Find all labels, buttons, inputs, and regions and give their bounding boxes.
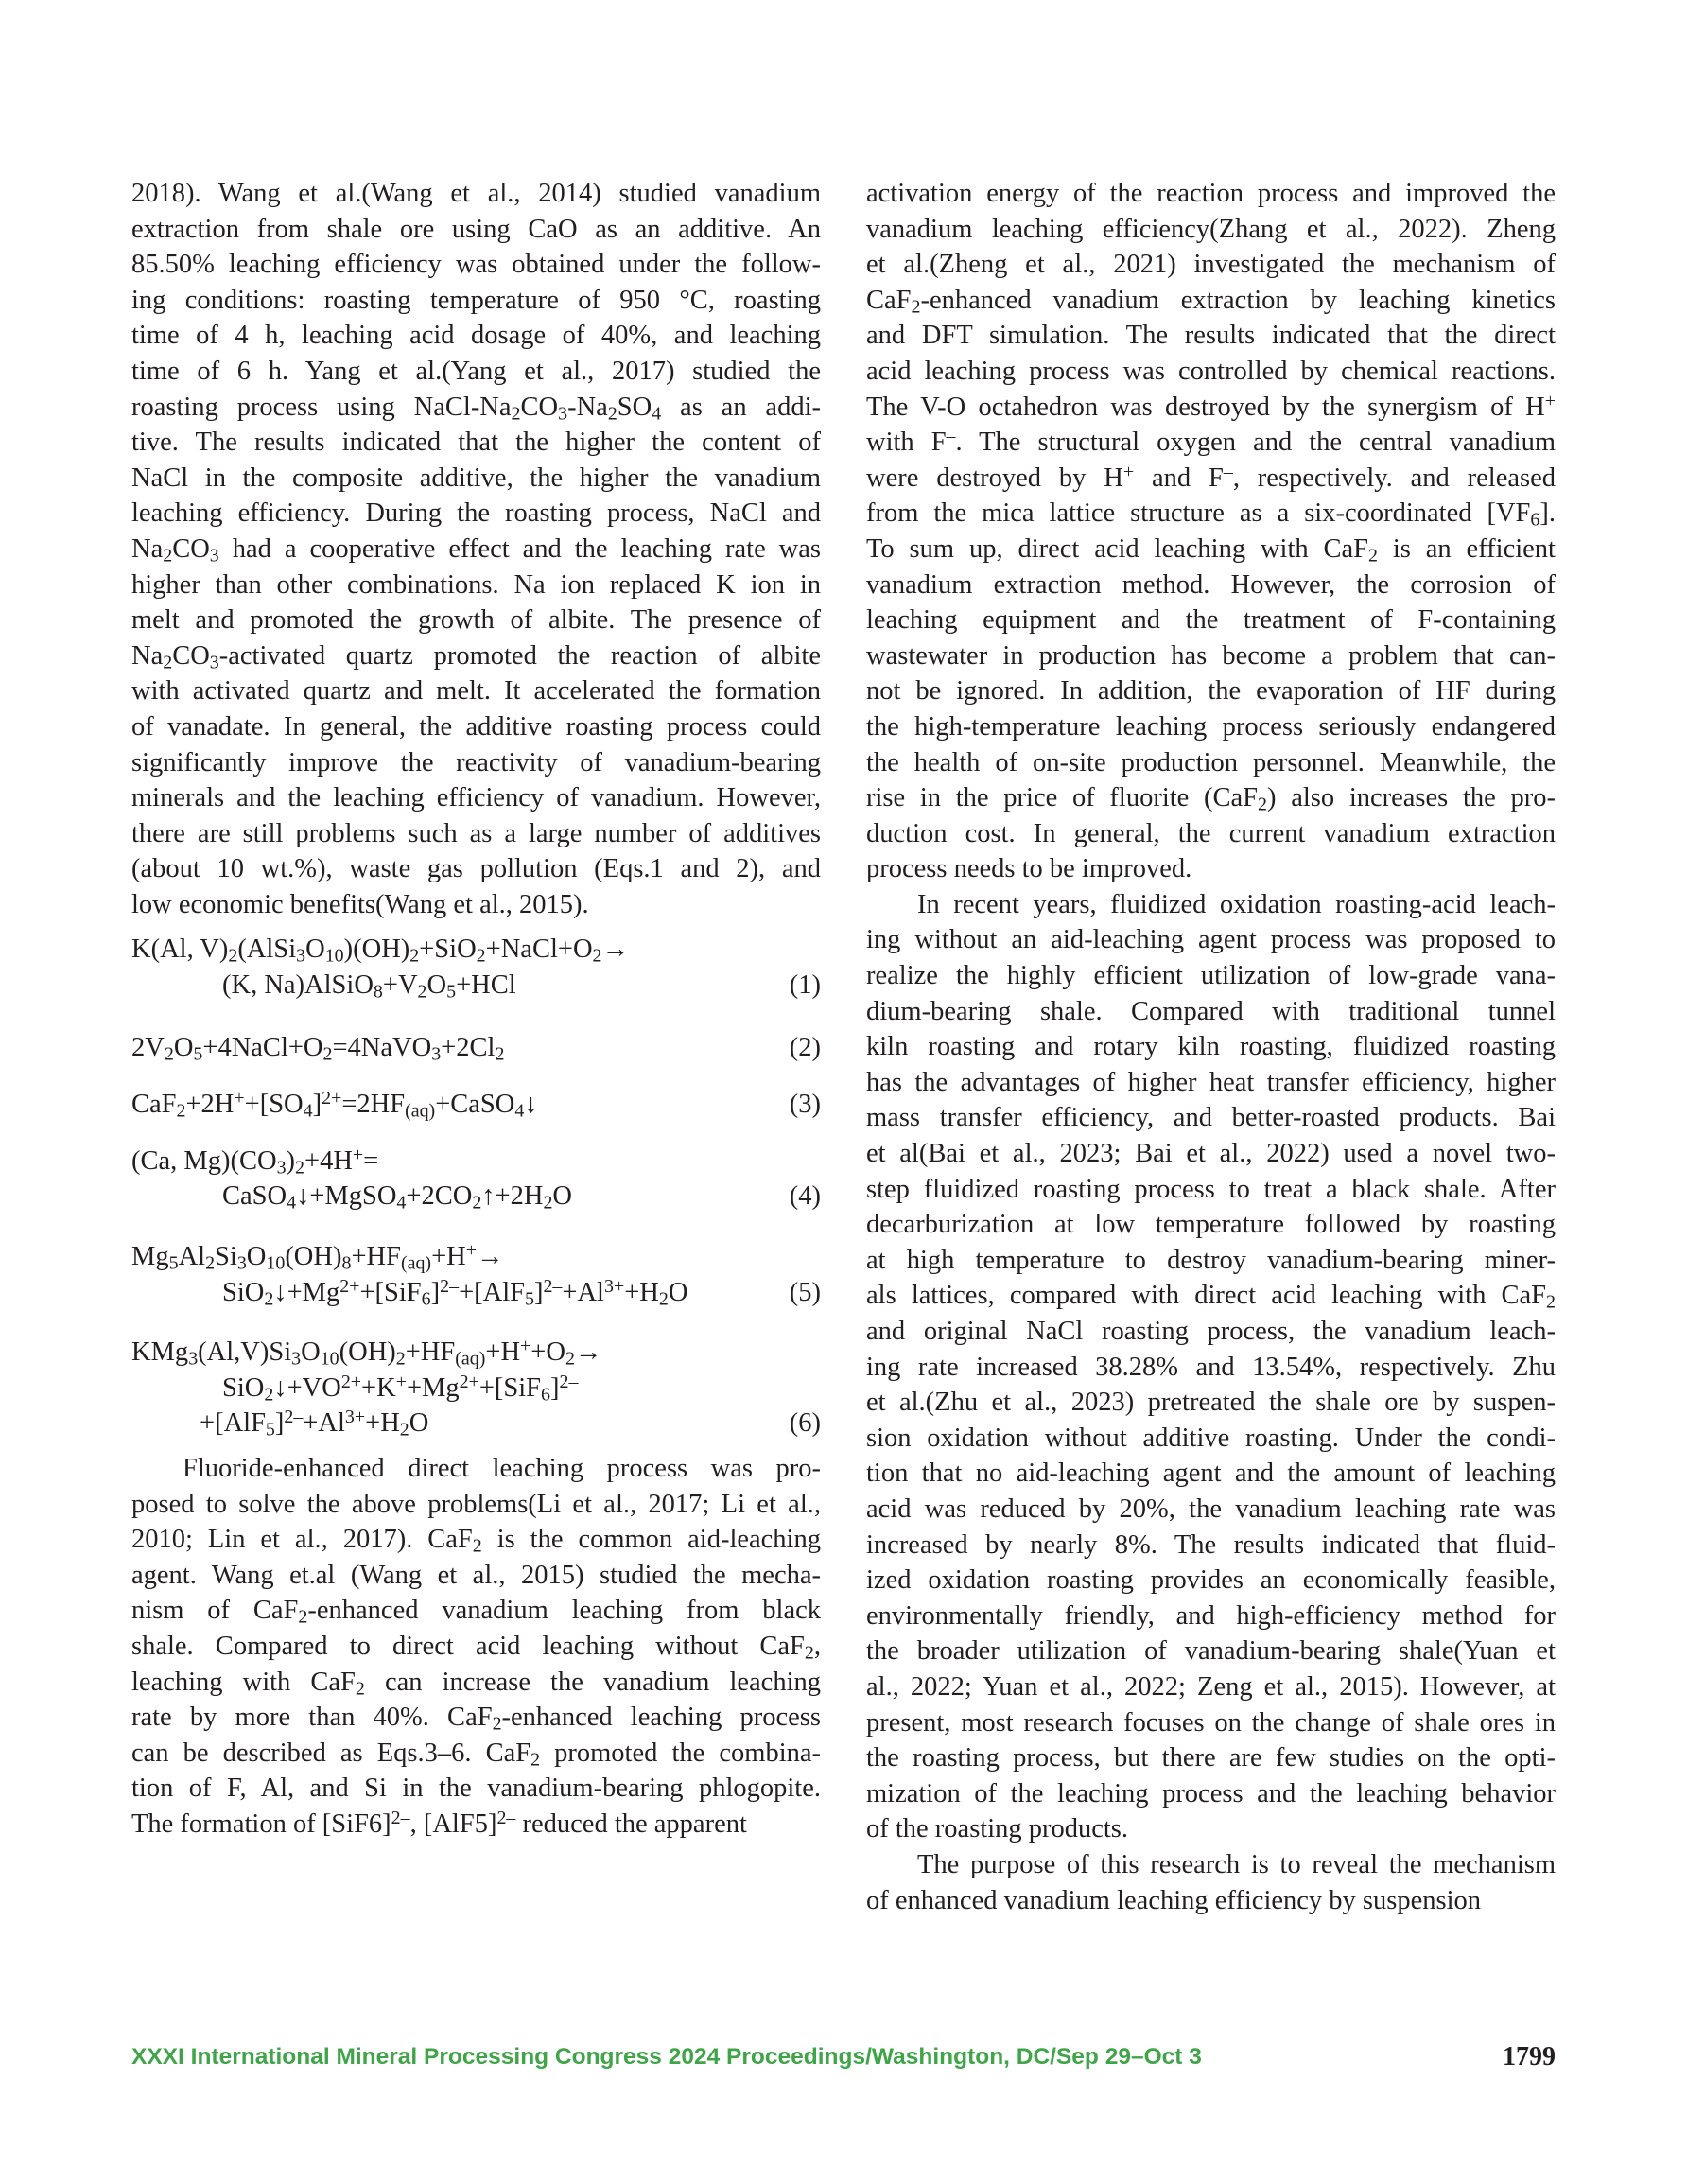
text-line: tion of F, Al, and Si in the vanadium-bearing phlogopite. [131, 1773, 821, 1804]
text-line: time of 6 h. Yang et al.(Yang et al., 2017) studied the [131, 356, 821, 386]
text-line: nism of CaF$_2$-enhanced vanadium leaching from black [131, 1596, 821, 1628]
text-line: CaF$_2$-enhanced vanadium extraction by leaching kinetics [866, 285, 1556, 318]
text-line: leaching efficiency. During the roasting process, NaCl and [131, 498, 821, 529]
text-line: To sum up, direct acid leaching with CaF$_2$ is an efficient [866, 533, 1556, 567]
text-line: shale. Compared to direct acid leaching without CaF$_2$, [131, 1631, 821, 1664]
equation-number: (6) [789, 1408, 821, 1439]
right-paragraph-3 [866, 1847, 1556, 1918]
text-line: al., 2022; Yuan et al., 2022; Zeng et al., 2015). However, at [866, 1671, 1556, 1702]
left-column [131, 176, 821, 1843]
right-paragraph-1 [866, 176, 1556, 887]
text-line: of the roasting products. [866, 1814, 1129, 1844]
text-line: The formation of $[SiF6]^{2-}$, $[AlF5]^{2-}$ reduced the apparent [131, 1807, 747, 1839]
equation-line: $SiO_2↓+Mg^{2+}+[SiF_6]^{2-}+[AlF_5]^{2-}+Al^{3+}+H_2O$ [222, 1275, 688, 1309]
right-column [866, 176, 1556, 1918]
text-line: not be ignored. In addition, the evaporation of HF during [866, 676, 1556, 707]
text-line: rise in the price of fluorite (CaF$_2$) also increases the pro- [866, 783, 1556, 815]
equation-line: $Mg_5Al_2Si_3O_{10}(OH)_8+HF_{(aq)}+H^+\to$ [131, 1240, 504, 1274]
text-line: environmentally friendly, and high-efficiency method for [866, 1600, 1556, 1631]
equation-4 [131, 1144, 821, 1214]
text-line: significantly improve the reactivity of vanadium-bearing [131, 747, 821, 778]
text-line: The purpose of this research is to reveal the mechanism [917, 1849, 1556, 1879]
text-line: vanadium extraction method. However, the corrosion of [866, 569, 1556, 600]
text-line: with F–. The structural oxygen and the central vanadium [866, 426, 1556, 458]
left-paragraph-2 [131, 1451, 821, 1843]
text-line: ized oxidation roasting provides an economically feasible, [866, 1565, 1556, 1596]
equation-line: $SiO_2↓+VO^{2+}+K^++Mg^{2+}+[SiF_6]^{2-}$ [222, 1371, 579, 1406]
text-line: In recent years, fluidized oxidation roasting-acid leach- [917, 889, 1556, 919]
equation-line: $2V_2O_5+4NaCl+O_2=4NaVO_3+2Cl_2$ [131, 1032, 505, 1065]
text-line: roasting process using NaCl-$Na_2CO_3-Na_2SO_4$ as an addi- [131, 392, 821, 424]
equation-3 [131, 1087, 821, 1123]
text-line: NaCl in the composite additive, the higher the vanadium [131, 463, 821, 493]
text-line: increased by nearly 8%. The results indicated that fluid- [866, 1529, 1556, 1560]
text-line: vanadium leaching efficiency(Zhang et al., 2022). Zheng [866, 214, 1556, 244]
text-line: tive. The results indicated that the higher the content of [131, 428, 821, 458]
page-number: 1799 [1503, 2042, 1556, 2071]
text-line: The V-O octahedron was destroyed by the synergism of H+ [866, 390, 1556, 422]
text-line: ing without an aid-leaching agent process was proposed to [866, 925, 1556, 955]
text-line: and original NaCl roasting process, the vanadium leach- [866, 1317, 1556, 1346]
text-line: activation energy of the reaction process and improved the [866, 179, 1556, 208]
text-line: rate by more than 40%. CaF$_2$-enhanced leaching process [131, 1703, 821, 1735]
text-line: 2010; Lin et al., 2017). CaF$_2$ is the common aid-leaching [131, 1525, 821, 1557]
equation-line: $+[AlF_5]^{2-}+Al^{3+}+H_2O$ [200, 1406, 429, 1441]
text-line: the high-temperature leaching process seriously endangered [866, 711, 1556, 742]
text-line: mization of the leaching process and the leaching behavior [866, 1778, 1556, 1808]
equation-line: (Ca, $Mg)(CO_3)_2+4H^+=$ [131, 1144, 379, 1179]
text-line: the roasting process, but there are few studies on the opti- [866, 1743, 1556, 1773]
equation-6 [131, 1335, 821, 1441]
text-line: at high temperature to destroy vanadium-bearing miner- [866, 1245, 1556, 1275]
text-line: present, most research focuses on the change of shale ores in [866, 1707, 1556, 1738]
text-line: melt and promoted the growth of albite. The presence of [131, 605, 821, 636]
equation-number: (5) [789, 1277, 821, 1307]
text-line: (about 10 wt.%), waste gas pollution (Eqs.1 and 2), and [131, 854, 821, 884]
text-line: ing rate increased 38.28% and 13.54%, respectively. Zhu [866, 1352, 1556, 1382]
text-line: $Na_2CO_3$-activated quartz promoted the reaction of albite [131, 640, 821, 673]
equation-number: (1) [789, 970, 821, 1001]
equation-line: $KMg_3(Al,V)Si_3O_{10}(OH)_2+HF_{(aq)}+H^++O_2\to$ [131, 1336, 602, 1370]
text-line: realize the highly efficient utilization of low-grade vana- [866, 961, 1556, 991]
equation-number: (2) [789, 1032, 821, 1062]
equation-line: (K, $Na)AlSiO_8+V_2O_5+HCl$ [222, 970, 516, 1003]
equation-1 [131, 932, 821, 1003]
equation-2 [131, 1030, 821, 1066]
text-line: low economic benefits(Wang et al., 2015). [131, 889, 589, 919]
text-line: process needs to be improved. [866, 854, 1192, 884]
left-paragraph-1 [131, 176, 821, 922]
text-line: higher than other combinations. Na ion replaced K ion in [131, 569, 821, 600]
equations-block [131, 932, 821, 1441]
text-line: of vanadate. In general, the additive roasting process could [131, 711, 821, 742]
text-line: leaching with CaF$_2$ can increase the vanadium leaching [131, 1667, 821, 1699]
text-line: et al.(Zheng et al., 2021) investigated the mechanism of [866, 250, 1556, 280]
footer-conference-title: XXXI International Mineral Processing Congress 2024 Proceedings/Washington, DC/Sep 29–Oct 3 [131, 2044, 1202, 2070]
text-line: wastewater in production has become a problem that can- [866, 640, 1556, 671]
equation-5 [131, 1239, 821, 1310]
text-line: acid leaching process was controlled by chemical reactions. [866, 356, 1556, 386]
text-line: decarburization at low temperature followed by roasting [866, 1210, 1556, 1240]
text-line: were destroyed by H+ and F–, respectively. and released [866, 461, 1556, 493]
text-line: acid was reduced by 20%, the vanadium leaching rate was [866, 1494, 1556, 1524]
text-line: extraction from shale ore using CaO as an additive. An [131, 214, 821, 244]
right-paragraph-2 [866, 887, 1556, 1847]
text-line: has the advantages of higher heat transfer efficiency, higher [866, 1067, 1556, 1097]
text-line: ing conditions: roasting temperature of 950 °C, roasting [131, 285, 821, 315]
equation-line: $CaF_2+2H^++[SO_4]^{2+}=2HF_{(aq)}+CaSO_4↓$ [131, 1088, 538, 1122]
text-line: als lattices, compared with direct acid leaching with CaF$_2$ [866, 1281, 1556, 1313]
text-line: $Na_2CO_3$ had a cooperative effect and the leaching rate was [131, 533, 821, 567]
equation-line: $CaSO_4↓+MgSO_4+2CO_2↑+2H_2O$ [222, 1181, 572, 1214]
text-line: with activated quartz and melt. It accelerated the formation [131, 676, 821, 707]
text-line: minerals and the leaching efficiency of vanadium. However, [131, 783, 821, 813]
text-line: the broader utilization of vanadium-bearing shale(Yuan et [866, 1636, 1556, 1667]
text-line: agent. Wang et.al (Wang et al., 2015) studied the mecha- [131, 1560, 821, 1590]
text-line: posed to solve the above problems(Li et al., 2017; Li et al., [131, 1489, 821, 1519]
text-line: from the mica lattice structure as a six-coordinated $[VF_6]$. [866, 498, 1556, 531]
text-line: and DFT simulation. The results indicated that the direct [866, 321, 1556, 351]
text-line: et al(Bai et al., 2023; Bai et al., 2022) used a novel two- [866, 1139, 1556, 1169]
text-line: kiln roasting and rotary kiln roasting, fluidized roasting [866, 1032, 1556, 1062]
text-line: Fluoride-enhanced direct leaching process was pro- [183, 1454, 821, 1483]
text-line: mass transfer efficiency, and better-roasted products. Bai [866, 1103, 1556, 1133]
text-line: leaching equipment and the treatment of F-containing [866, 605, 1556, 636]
text-line: tion that no aid-leaching agent and the amount of leaching [866, 1459, 1556, 1489]
text-line: 85.50% leaching efficiency was obtained under the follow- [131, 250, 821, 280]
equation-number: (4) [789, 1181, 821, 1212]
equation-number: (3) [789, 1090, 821, 1120]
text-line: the health of on-site production personnel. Meanwhile, the [866, 747, 1556, 778]
text-line: duction cost. In general, the current vanadium extraction [866, 818, 1556, 848]
text-line: can be described as Eqs.3–6. CaF$_2$ promoted the combina- [131, 1738, 821, 1771]
text-line: there are still problems such as a large number of additives [131, 818, 821, 848]
text-line: sion oxidation without additive roasting. Under the condi- [866, 1423, 1556, 1453]
text-line: step fluidized roasting process to treat a black shale. After [866, 1174, 1556, 1204]
text-line: et al.(Zhu et al., 2023) pretreated the shale ore by suspen- [866, 1388, 1556, 1418]
text-line: dium-bearing shale. Compared with traditional tunnel [866, 996, 1556, 1026]
text-line: of enhanced vanadium leaching efficiency by suspension [866, 1885, 1482, 1915]
text-line: 2018). Wang et al.(Wang et al., 2014) studied vanadium [131, 179, 821, 208]
equation-line: K(Al, $V)_2(AlSi_3O_{10})(OH)_2+SiO_2+NaCl+O_2\to$ [131, 935, 629, 967]
text-line: time of 4 h, leaching acid dosage of 40%, and leaching [131, 321, 821, 351]
